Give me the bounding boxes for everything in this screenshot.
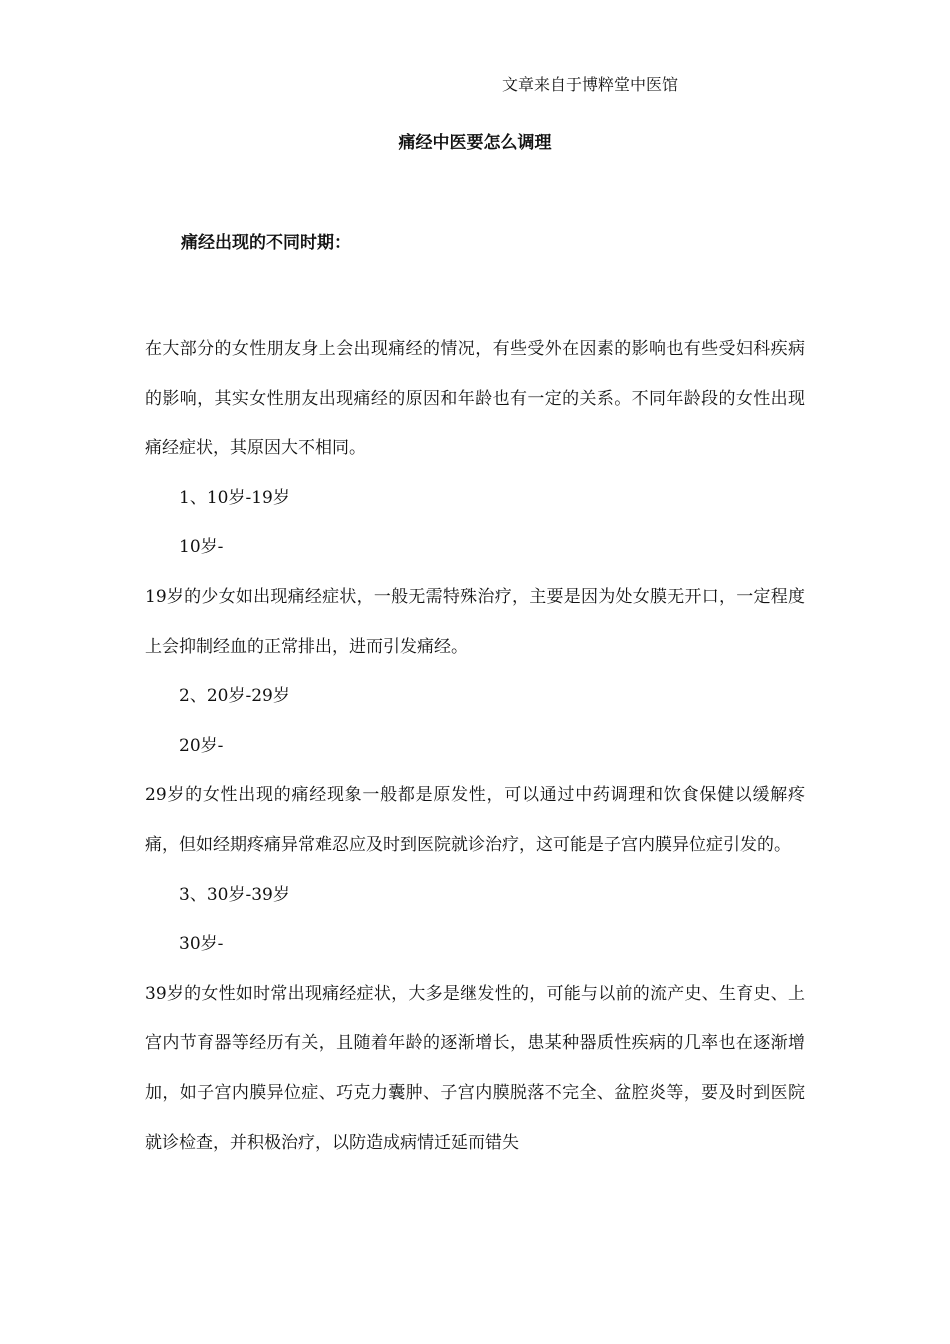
age-group-paragraph-1: 19岁的少女如出现痛经症状，一般无需特殊治疗，主要是因为处女膜无开口，一定程度上会抑制经血的正常排出，进而引发痛经。 — [145, 586, 805, 657]
age-group-paragraph-3: 39岁的女性如时常出现痛经症状，大多是继发性的，可能与以前的流产史、生育史、上宫内节育器等经历有关，且随着年龄的逐渐增长，患某种器质性疾病的几率也在逐渐增加，如子宫内膜异位症、巧克力囊肿、子宫内膜脱落不完全、盆腔炎等，要及时到医院就诊检查，并积极治疗，以防造成病情迁延而错失 — [145, 983, 805, 1153]
age-group-heading-1: 1、10岁-19岁 — [179, 487, 290, 508]
age-group-lead-3: 30岁- — [179, 934, 224, 955]
source-note: 文章来自于博粹堂中医馆 — [502, 75, 679, 94]
section-heading: 痛经出现的不同时期： — [181, 233, 351, 253]
age-group-lead-2: 20岁- — [179, 735, 224, 756]
age-group-heading-2: 2、20岁-29岁 — [179, 686, 290, 707]
document-title: 痛经中医要怎么调理 — [398, 133, 552, 153]
intro-paragraph: 在大部分的女性朋友身上会出现痛经的情况，有些受外在因素的影响也有些受妇科疾病的影响，其实女性朋友出现痛经的原因和年龄也有一定的关系。不同年龄段的女性出现痛经症状，其原因大不相同。 — [145, 339, 805, 459]
document-body — [145, 325, 805, 1168]
age-group-lead-1: 10岁- — [179, 537, 224, 558]
age-group-heading-3: 3、30岁-39岁 — [179, 884, 290, 905]
age-group-paragraph-2: 29岁的女性出现的痛经现象一般都是原发性，可以通过中药调理和饮食保健以缓解疼痛，但如经期疼痛异常难忍应及时到医院就诊治疗，这可能是子宫内膜异位症引发的。 — [145, 785, 805, 855]
